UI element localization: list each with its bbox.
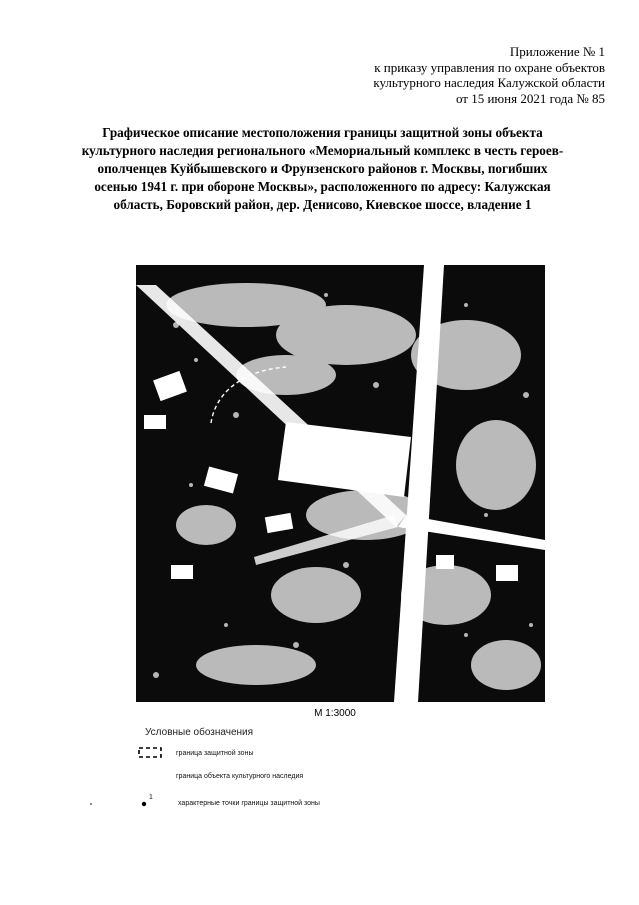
- dashed-border-symbol: [137, 746, 163, 759]
- title-line-4: осенью 1941 г. при обороне Москвы», расположенного по адресу: Калужская: [94, 179, 551, 194]
- appendix-number: Приложение № 1: [509, 44, 605, 59]
- title-line-5: область, Боровский район, дер. Денисово, Киевское шоссе, владение 1: [113, 197, 532, 212]
- legend-protective-zone: граница защитной зоны: [176, 750, 254, 757]
- appendix-authority: культурного наследия Калужской области: [373, 75, 605, 90]
- stray-mark: [90, 803, 92, 805]
- appendix-date: от 15 июня 2021 года № 85: [455, 90, 605, 106]
- aerial-map: [136, 265, 545, 702]
- appendix-order-ref: к приказу управления по охране объектов: [374, 59, 605, 75]
- legend-heritage-object: граница объекта культурного наследия: [176, 773, 304, 780]
- point-number-label: 1: [149, 794, 153, 801]
- title-line-1: Графическое описание местоположения границы защитной зоны объекта: [102, 125, 543, 140]
- appendix-header: [275, 44, 605, 106]
- legend-characteristic-points: характерные точки границы защитной зоны: [178, 800, 320, 807]
- map-scale: М 1:3000: [314, 708, 356, 719]
- legend-title: Условные обозначения: [145, 727, 254, 738]
- point-symbol: [140, 796, 156, 808]
- title-line-2: культурного наследия регионального «Мемориальный комплекс в честь героев-: [81, 143, 564, 158]
- aerial-photo: [136, 265, 545, 702]
- document-title: [60, 124, 585, 214]
- title-line-3: ополченцев Куйбышевского и Фрунзенского районов г. Москвы, погибших: [97, 161, 548, 176]
